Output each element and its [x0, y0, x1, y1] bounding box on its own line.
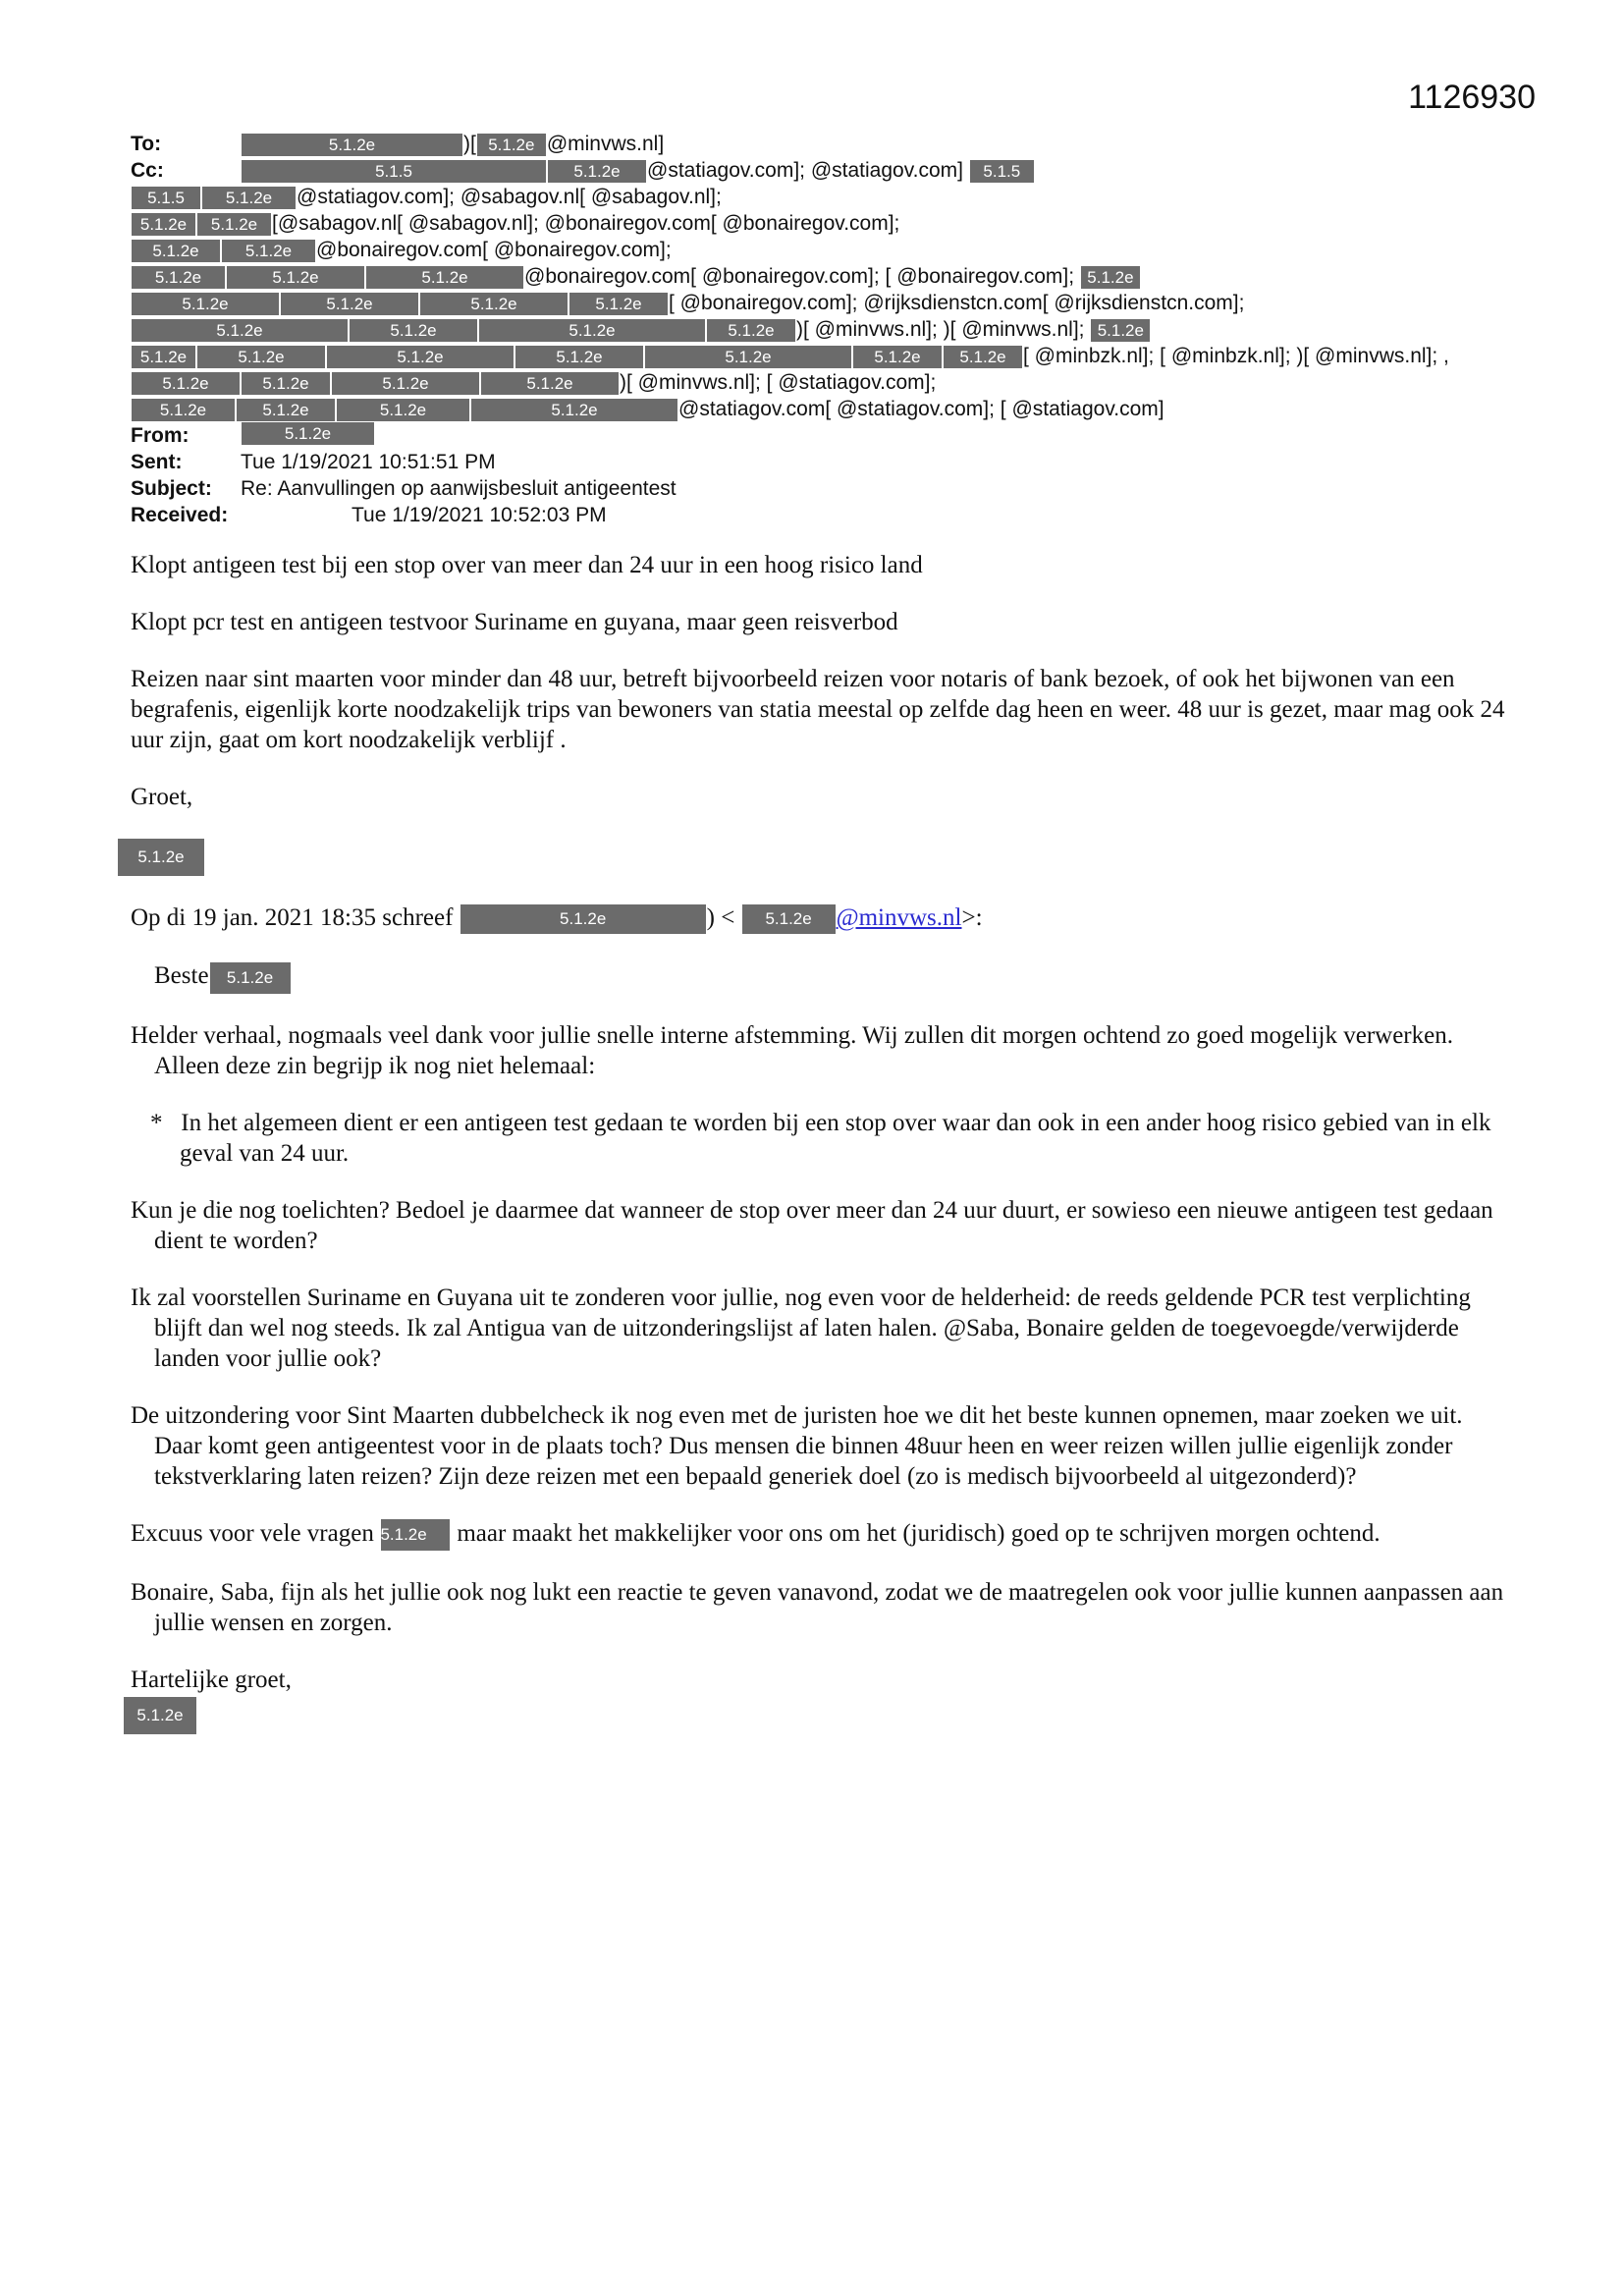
redaction-box: 5.1.2e — [132, 372, 240, 395]
sent-value: Tue 1/19/2021 10:51:51 PM — [241, 451, 496, 473]
to-label: To: — [131, 133, 162, 155]
cc-line-text: [ @bonairegov.com]; @rijksdienstcn.com[ @rijksdienstcn.com]; — [669, 292, 1245, 314]
redaction-box: 5.1.2e — [477, 134, 546, 156]
redaction-box: 5.1.2e — [460, 904, 706, 934]
closing: Hartelijke groet, — [131, 1666, 292, 1693]
quote-paragraph-5b: maar maakt het makkelijker voor ons om het (juridisch) goed op te schrijven morgen ochtend. — [457, 1519, 1380, 1547]
redaction-box: 5.1.2e — [350, 319, 477, 342]
redaction-box: 5.1.5 — [970, 160, 1034, 183]
received-label: Received: — [131, 504, 229, 526]
quote-paragraph-4: De uitzondering voor Sint Maarten dubbelcheck ik nog even met de juristen hoe we dit het beste kunnen opnemen, maar zoeken we uit. Daar komt geen antigeentest voor in de plaats toch? Dus mensen die binnen 48uur heen en weer reizen willen jullie eigenlijk zonder tekstverklaring laten reizen? Zijn deze reizen met een bepaald generiek doel (zo is medisch bijvoorbeeld al uitgezonderd)? — [131, 1401, 1463, 1490]
redaction-box: 5.1.2e — [420, 293, 568, 315]
redaction-box: 5.1.5 — [132, 187, 200, 209]
reply-paragraph-3: Reizen naar sint maarten voor minder dan 48 uur, betreft bijvoorbeeld reizen voor notaris of bank bezoek, of ook het bijwonen van een begrafenis, eigenlijk korte noodzakelijk trips van bewoners van statia meestal op zelfde dag heen en weer. 48 uur is gezet, maar mag ook 24 uur zijn, gaat om kort noodzakelijk verblijf . — [131, 666, 1505, 753]
cc-line-text: @statiagov.com]; @sabagov.nl[ @sabagov.nl]; — [297, 186, 722, 208]
quote-paragraph-3: Ik zal voorstellen Suriname en Guyana uit te zonderen voor jullie, nog even voor de helderheid: de reeds geldende PCR test verplichting blijft dan wel nog steeds. Ik zal Antigua van de uitzonderingslijst af laten halen. @Saba, Bonaire gelden de toegevoegde/verwijderde landen voor jullie ook? — [131, 1284, 1471, 1372]
quote-paragraph-5 — [131, 1518, 1505, 1551]
cc-line-text: [ @minbzk.nl]; [ @minbzk.nl]; )[ @minvws.nl]; , — [1023, 345, 1449, 367]
redaction-box: 5.1.2e — [1091, 319, 1150, 342]
to-value: 5.1.2e )[ 5.1.2e @minvws.nl] — [241, 131, 664, 157]
redaction-box: 5.1.2e — [132, 346, 195, 368]
sent-row — [131, 449, 1535, 475]
cc-line-text: @statiagov.com]; @statiagov.com] — [647, 159, 963, 182]
quote-bullet — [131, 1108, 1505, 1169]
redaction-box: 5.1.2e — [237, 399, 335, 421]
from-row — [131, 422, 1535, 449]
cc-value-line-3 — [131, 237, 1535, 263]
subject-value: Re: Aanvullingen op aanwijsbesluit antigeentest — [241, 477, 677, 500]
signature-redaction — [117, 839, 1505, 876]
cc-value-line-4 — [131, 263, 1535, 290]
quote-end: >: — [961, 904, 983, 931]
sent-label: Sent: — [131, 451, 183, 473]
redaction-box: 5.1.2e — [569, 293, 668, 315]
reply-paragraph-1: Klopt antigeen test bij een stop over van meer dan 24 uur in een hoog risico land — [131, 552, 923, 578]
cc-line-text: @statiagov.com[ @statiagov.com]; [ @statiagov.com] — [678, 398, 1164, 420]
redaction-box: 5.1.2e — [132, 319, 348, 342]
to-row — [131, 131, 1535, 157]
cc-value-line-8 — [131, 369, 1535, 396]
cc-line-text: @bonairegov.com[ @bonairegov.com]; — [316, 239, 672, 261]
cc-value-line-7 — [131, 343, 1535, 369]
redaction-box: 5.1.2e — [853, 346, 942, 368]
redaction-box: 5.1.2e — [132, 240, 220, 262]
redaction-box: 5.1.2e — [118, 839, 204, 876]
redaction-box: 5.1.2e — [548, 160, 646, 183]
quote-paren: ) < — [706, 904, 735, 931]
redaction-box: 5.1.2e — [944, 346, 1022, 368]
redaction-box: 5.1.2e — [281, 293, 418, 315]
redaction-box: 5.1.2e — [481, 372, 619, 395]
quote-paragraph-5a: Excuus voor vele vragen — [131, 1519, 374, 1547]
redaction-box: 5.1.2e — [132, 266, 225, 289]
received-value: Tue 1/19/2021 10:52:03 PM — [352, 504, 607, 526]
redaction-box: 5.1.2e — [242, 422, 374, 445]
redaction-box: 5.1.2e — [645, 346, 851, 368]
redaction-box: 5.1.2e — [197, 213, 271, 236]
subject-row — [131, 475, 1535, 502]
redaction-box: 5.1.2e — [366, 266, 523, 289]
greeting: Groet, — [131, 784, 193, 810]
redaction-box: 5.1.2e — [332, 372, 479, 395]
redaction-box: 5.1.2e — [742, 904, 836, 934]
salutation-text: Beste — [154, 962, 209, 990]
cc-line-text: @bonairegov.com[ @bonairegov.com]; [ @bonairegov.com]; — [524, 265, 1075, 288]
redaction-box: 5.1.2e — [1081, 266, 1140, 289]
salutation — [131, 960, 1505, 993]
redaction-box: 5.1.2e — [132, 213, 195, 236]
cc-value-line-2 — [131, 210, 1535, 237]
redaction-box: 5.1.2e — [222, 240, 315, 262]
email-body — [131, 550, 1505, 1734]
cc-value-line-9 — [131, 396, 1535, 422]
cc-value-line-5 — [131, 290, 1535, 316]
bullet-text: In het algemeen dient er een antigeen test gedaan te worden bij een stop over waar dan ook in een ander hoog risico gebied van in elk geval van 24 uur. — [180, 1109, 1491, 1167]
redaction-box: 5.1.2e — [210, 962, 291, 994]
quote-paragraph-2: Kun je die nog toelichten? Bedoel je daarmee dat wanneer de stop over meer dan 24 uur duurt, er sowieso een nieuwe antigeen test gedaan dient te worden? — [131, 1196, 1493, 1254]
email-header — [131, 131, 1535, 528]
redaction-box: 5.1.2e — [227, 266, 364, 289]
redaction-box: 5.1.2e — [202, 187, 296, 209]
closing-signature — [123, 1697, 1505, 1734]
cc-value-line-6 — [131, 316, 1535, 343]
cc-value-line-0 — [241, 157, 1035, 184]
redaction-box: 5.1.2e — [132, 399, 235, 421]
cc-line-text: )[ @minvws.nl]; [ @statiagov.com]; — [620, 371, 937, 394]
document-number: 1126930 — [1408, 79, 1536, 116]
subject-label: Subject: — [131, 477, 212, 500]
redaction-box: 5.1.2e — [337, 399, 469, 421]
cc-line-text: [@sabagov.nl[ @sabagov.nl]; @bonairegov.com[ @bonairegov.com]; — [272, 212, 900, 235]
bullet-icon: * — [150, 1109, 163, 1136]
redaction-box: 5.1.2e — [327, 346, 514, 368]
quote-paragraph-6: Bonaire, Saba, fijn als het jullie ook nog lukt een reactie te geven vanavond, zodat we de maatregelen ook voor jullie kunnen aanpassen aan jullie wensen en zorgen. — [131, 1578, 1504, 1636]
received-row — [131, 502, 1535, 528]
redaction-box: 5.1.2e — [242, 372, 330, 395]
redaction-box: 5.1.2e — [471, 399, 677, 421]
from-label: From: — [131, 424, 189, 447]
redaction-box: 5.1.2e — [132, 293, 279, 315]
cc-line-text: )[ @minvws.nl]; )[ @minvws.nl]; — [796, 318, 1085, 341]
cc-value-line-1 — [131, 184, 1535, 210]
reply-paragraph-2: Klopt pcr test en antigeen testvoor Suriname en guyana, maar geen reisverbod — [131, 609, 898, 635]
redaction-box: 5.1.2e — [707, 319, 795, 342]
email-link[interactable]: @minvws.nl — [836, 904, 962, 931]
redaction-box: 5.1.2e — [381, 1519, 450, 1551]
redaction-box: 5.1.2e — [515, 346, 643, 368]
redaction-box: 5.1.5 — [242, 160, 546, 183]
redaction-box: 5.1.2e — [124, 1697, 196, 1734]
redaction-box: 5.1.2e — [197, 346, 325, 368]
cc-label: Cc: — [131, 159, 164, 182]
quote-header — [131, 902, 1505, 934]
to-domain: @minvws.nl] — [546, 133, 665, 155]
quote-intro: Op di 19 jan. 2021 18:35 schreef — [131, 904, 454, 931]
quote-paragraph-1: Helder verhaal, nogmaals veel dank voor jullie snelle interne afstemming. Wij zullen dit morgen ochtend zo goed mogelijk verwerken. Alleen deze zin begrijp ik nog niet helemaal: — [131, 1021, 1453, 1079]
cc-row — [131, 157, 1535, 184]
redaction-box: 5.1.2e — [479, 319, 705, 342]
redaction-box: 5.1.2e — [242, 134, 462, 156]
